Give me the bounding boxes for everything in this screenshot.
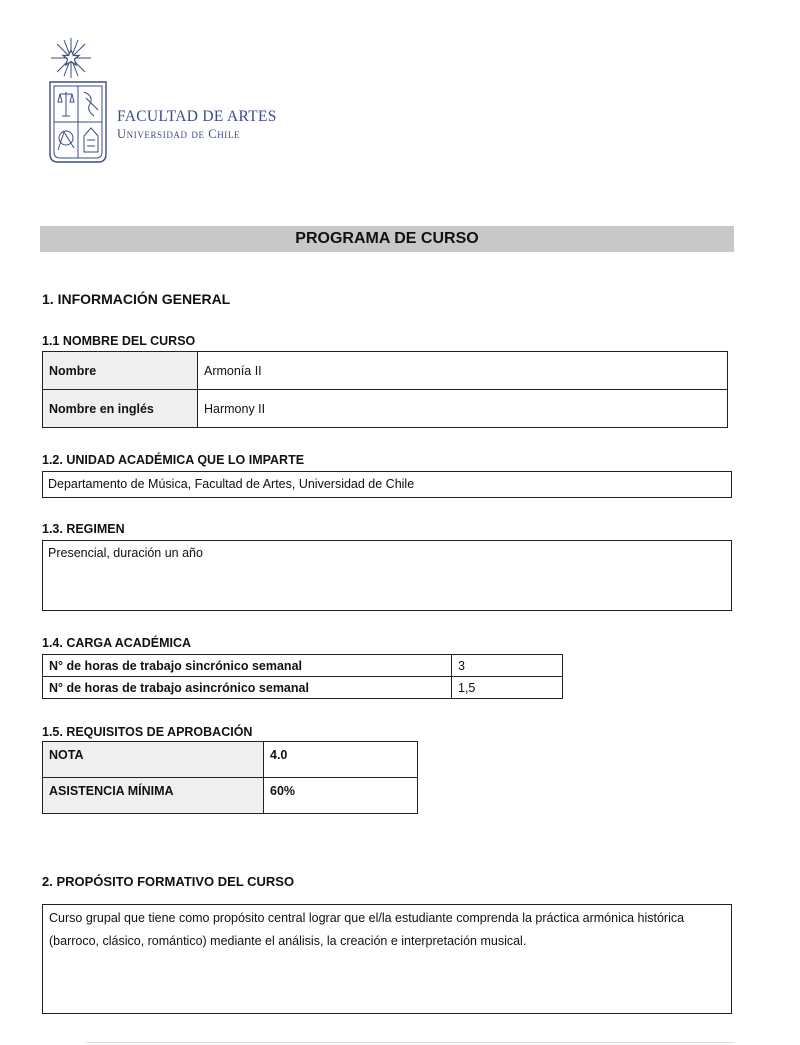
table-row bbox=[43, 778, 418, 814]
sync-hours-value: 3 bbox=[452, 655, 563, 677]
sync-hours-label: N° de horas de trabajo sincrónico semanal bbox=[43, 655, 452, 677]
table-row bbox=[43, 352, 728, 390]
attendance-label: ASISTENCIA MÍNIMA bbox=[43, 778, 264, 814]
page-title: PROGRAMA DE CURSO bbox=[40, 226, 734, 252]
course-name-english-label: Nombre en inglés bbox=[43, 390, 198, 428]
regime-value: Presencial, duración un año bbox=[42, 540, 732, 611]
course-name-value: Armonía II bbox=[198, 352, 728, 390]
academic-load-heading: 1.4. CARGA ACADÉMICA bbox=[42, 636, 192, 650]
section-1-heading: 1. INFORMACIÓN GENERAL bbox=[42, 291, 231, 307]
academic-unit-value: Departamento de Música, Facultad de Artes, Universidad de Chile bbox=[42, 471, 732, 498]
grade-value: 4.0 bbox=[264, 742, 418, 778]
page-divider bbox=[86, 1042, 734, 1043]
async-hours-value: 1,5 bbox=[452, 677, 563, 699]
async-hours-label: N° de horas de trabajo asincrónico semanal bbox=[43, 677, 452, 699]
course-name-table bbox=[42, 351, 728, 428]
university-name: Universidad de Chile bbox=[117, 127, 241, 141]
academic-load-table bbox=[42, 654, 563, 699]
table-row bbox=[43, 655, 563, 677]
table-row bbox=[43, 677, 563, 699]
table-row bbox=[43, 742, 418, 778]
approval-table bbox=[42, 741, 418, 814]
regime-heading: 1.3. REGIMEN bbox=[42, 522, 125, 536]
section-2-heading: 2. PROPÓSITO FORMATIVO DEL CURSO bbox=[42, 874, 295, 889]
course-name-heading: 1.1 NOMBRE DEL CURSO bbox=[42, 334, 196, 348]
grade-label: NOTA bbox=[43, 742, 264, 778]
attendance-value: 60% bbox=[264, 778, 418, 814]
course-name-english-value: Harmony II bbox=[198, 390, 728, 428]
course-name-label: Nombre bbox=[43, 352, 198, 390]
academic-unit-heading: 1.2. UNIDAD ACADÉMICA QUE LO IMPARTE bbox=[42, 453, 305, 467]
faculty-name: FACULTAD DE ARTES bbox=[117, 108, 277, 125]
formative-purpose-text: Curso grupal que tiene como propósito central lograr que el/la estudiante comprenda la práctica armónica histórica (barroco, clásico, romántico) mediante el análisis, la creación e interpretación musical. bbox=[42, 904, 732, 1014]
university-crest-icon bbox=[46, 36, 116, 164]
approval-heading: 1.5. REQUISITOS DE APROBACIÓN bbox=[42, 725, 253, 739]
table-row bbox=[43, 390, 728, 428]
